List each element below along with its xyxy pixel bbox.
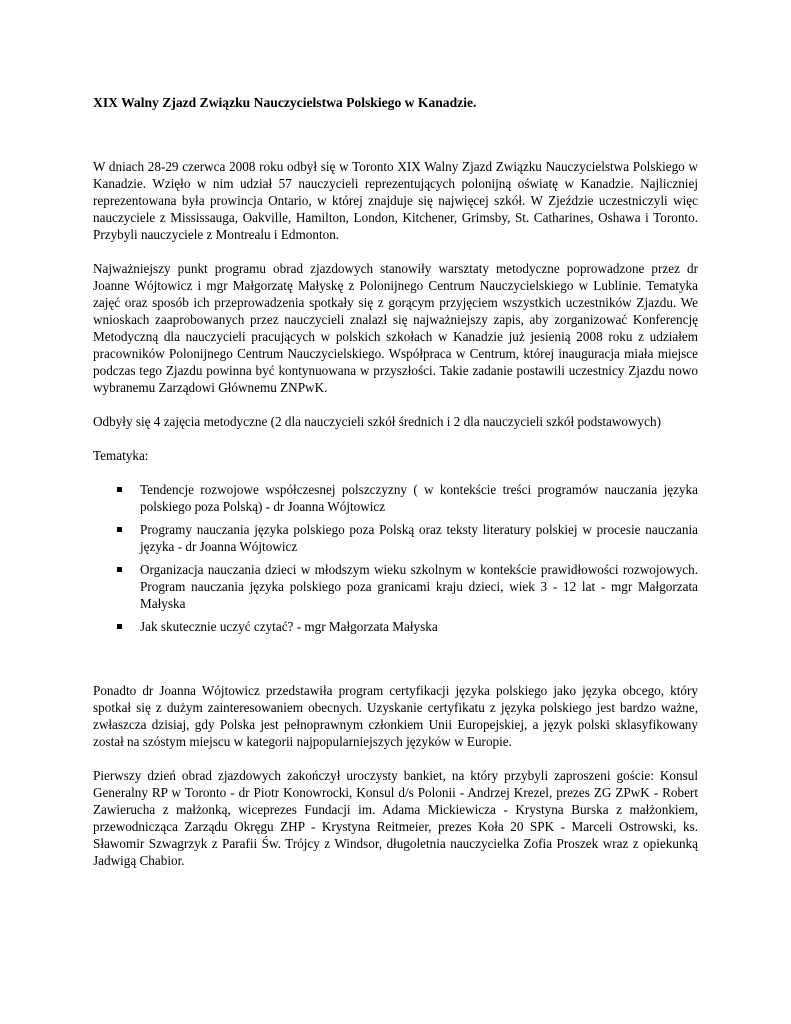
topics-list bbox=[93, 481, 698, 635]
square-bullet-icon bbox=[117, 527, 122, 532]
spacer bbox=[93, 641, 698, 682]
paragraph-certification: Ponadto dr Joanna Wójtowicz przedstawiła program certyfikacji języka polskiego jako języka obcego, który spotkał się z dużym zainteresowaniem obecnych. Uzyskanie certyfikatu z języka polskiego jest bardzo ważne, zwłaszcza dzisiaj, gdy Polska jest pełnoprawnym członkiem Unii Europejskiej, a język polski sklasyfikowany został na szóstym miejscu w kategorii najpopularniejszych języków w Europie. bbox=[93, 683, 698, 749]
paragraph-topics-heading: Tematyka: bbox=[93, 448, 149, 463]
list-item-text: Jak skutecznie uczyć czytać? - mgr Małgorzata Małyska bbox=[140, 619, 438, 634]
list-item-text: Tendencje rozwojowe współczesnej polszczyzny ( w kontekście treści programów nauczania języka polskiego poza Polską) - dr Joanna Wójtowicz bbox=[140, 482, 698, 514]
paragraph-banquet: Pierwszy dzień obrad zjazdowych zakończył uroczysty bankiet, na który przybyli zaproszeni goście: Konsul Generalny RP w Toronto - dr Piotr Konowrocki, Konsul d/s Polonii - Andrzej Krezel, prezes ZG ZPwK - Robert Zawierucha z małżonką, wiceprezes Fundacji im. Adama Mickiewicza - Krystyna Burska z małżonkiem, przewodnicząca Zarządu Okręgu ZHP - Krystyna Reitmeier, prezes Koła 20 SPK - Marceli Ostrowski, ks. Sławomir Szwagrzyk z Parafii Św. Trójcy z Windsor, długoletnia nauczycielka Zofia Proszek wraz z opiekunką Jadwigą Chabior. bbox=[93, 768, 698, 868]
square-bullet-icon bbox=[117, 567, 122, 572]
list-item-text: Programy nauczania języka polskiego poza Polską oraz teksty literatury polskiej w procesie nauczania języka - dr Joanna Wójtowicz bbox=[140, 522, 698, 554]
list-item bbox=[93, 521, 698, 555]
paragraph-classes: Odbyły się 4 zajęcia metodyczne (2 dla nauczycieli szkół średnich i 2 dla nauczycieli szkół podstawowych) bbox=[93, 414, 661, 429]
paragraph-workshops: Najważniejszy punkt programu obrad zjazdowych stanowiły warsztaty metodyczne poprowadzone przez dr Joanne Wójtowicz i mgr Małgorzatę Małyskę z Polonijnego Centrum Nauczycielskiego w Lublinie. Tematyka zajęć oraz sposób ich przeprowadzenia spotkały się z gorącym przyjęciem wszystkich uczestników Zjazdu. We wnioskach zaaprobowanych przez nauczycieli znalazł się najważniejszy zapis, aby zorganizować Konferencję Metodyczną dla nauczycieli pracujących w polskich szkołach w Kanadzie już jesienią 2008 roku z udziałem pracowników Polonijnego Centrum Nauczycielskiego. Współpraca w Centrum, której inauguracja miała miejsce podczas tego Zjazdu powinna być kontynuowana w przyszłości. Takie zadanie postawili uczestnicy Zjazdu nowo wybranemu Zarządowi Głównemu ZNPwK. bbox=[93, 261, 698, 395]
document-page bbox=[93, 94, 698, 886]
square-bullet-icon bbox=[117, 624, 122, 629]
square-bullet-icon bbox=[117, 487, 122, 492]
list-item bbox=[93, 618, 698, 635]
list-item bbox=[93, 561, 698, 612]
list-item-text: Organizacja nauczania dzieci w młodszym wieku szkolnym w kontekście prawidłowości rozwojowych. Program nauczania języka polskiego poza granicami kraju dzieci, wiek 3 - 12 lat - mgr Małgorzata Małyska bbox=[140, 562, 698, 611]
document-title: XIX Walny Zjazd Związku Nauczycielstwa Polskiego w Kanadzie. bbox=[93, 95, 477, 110]
paragraph-intro: W dniach 28-29 czerwca 2008 roku odbył się w Toronto XIX Walny Zjazd Związku Nauczycielstwa Polskiego w Kanadzie. Wzięło w nim udział 57 nauczycieli reprezentujących polonijną oświatę w Kanadzie. Najliczniej reprezentowana była prowincja Ontario, w której znajduje się najwięcej szkół. W Zjeździe uczestniczyli więc nauczyciele z Mississauga, Oakville, Hamilton, London, Kitchener, Grimsby, St. Catharines, Oshawa i Toronto. Przybyli nauczyciele z Montrealu i Edmonton. bbox=[93, 159, 698, 242]
list-item bbox=[93, 481, 698, 515]
